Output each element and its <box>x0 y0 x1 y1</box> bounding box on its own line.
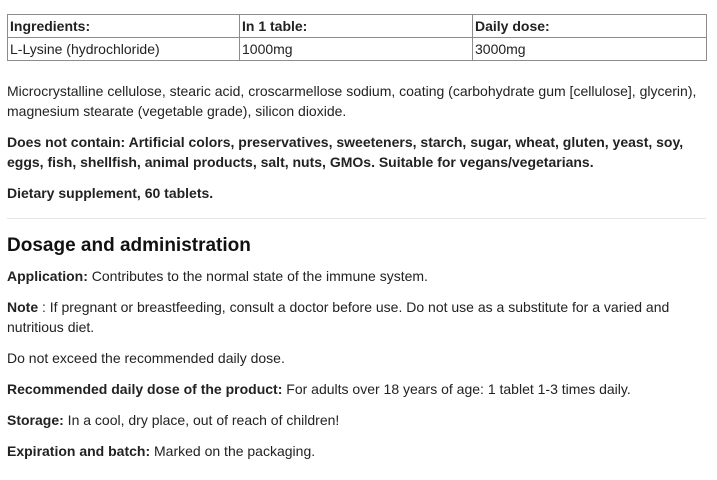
ingredients-table <box>7 14 707 61</box>
note-label: Note <box>7 299 39 315</box>
does-not-contain-text: Does not contain: Artificial colors, preservatives, sweeteners, starch, sugar, wheat, gluten, yeast, soy, eggs, fish, shellfish, animal products, salt, nuts, GMOs. Suitable for vegans/vegetarians. <box>7 134 684 170</box>
cell-daily-dose: 3000mg <box>473 38 707 61</box>
expiration-label: Expiration and batch: <box>7 443 151 459</box>
header-ingredients: Ingredients: <box>8 15 240 38</box>
composition-text: Microcrystalline cellulose, stearic acid, croscarmellose sodium, coating (carbohydrate gum [cellulose], glycerin), magnesium stearate (vegetable grade), silicon dioxide. <box>7 83 697 119</box>
table-header-row <box>8 15 707 38</box>
header-daily-dose: Daily dose: <box>473 15 707 38</box>
product-description <box>0 14 717 461</box>
note-paragraph <box>7 297 710 337</box>
header-in-one-table: In 1 table: <box>240 15 473 38</box>
expiration-text: Marked on the packaging. <box>150 443 316 459</box>
storage-text: In a cool, dry place, out of reach of children! <box>63 412 340 428</box>
application-label: Application: <box>7 268 88 284</box>
cell-ingredient: L-Lysine (hydrochloride) <box>8 38 240 61</box>
application-paragraph <box>7 266 710 286</box>
note-text: : If pregnant or breastfeeding, consult a doctor before use. Do not use as a substitute for a varied and nutritious diet. <box>7 299 670 335</box>
recommended-dose-label: Recommended daily dose of the product: <box>7 381 283 397</box>
supplement-text: Dietary supplement, 60 tablets. <box>7 185 214 201</box>
application-text: Contributes to the normal state of the immune system. <box>87 268 428 284</box>
do-not-exceed-text: Do not exceed the recommended daily dose. <box>7 350 285 366</box>
section-title: Dosage and administration <box>7 235 251 256</box>
recommended-dose-paragraph <box>7 379 710 399</box>
storage-paragraph <box>7 410 710 430</box>
table-row <box>8 38 707 61</box>
expiration-paragraph <box>7 441 710 461</box>
storage-label: Storage: <box>7 412 64 428</box>
section-divider <box>7 218 706 219</box>
recommended-dose-text: For adults over 18 years of age: 1 tablet 1-3 times daily. <box>282 381 631 397</box>
cell-per-table: 1000mg <box>240 38 473 61</box>
